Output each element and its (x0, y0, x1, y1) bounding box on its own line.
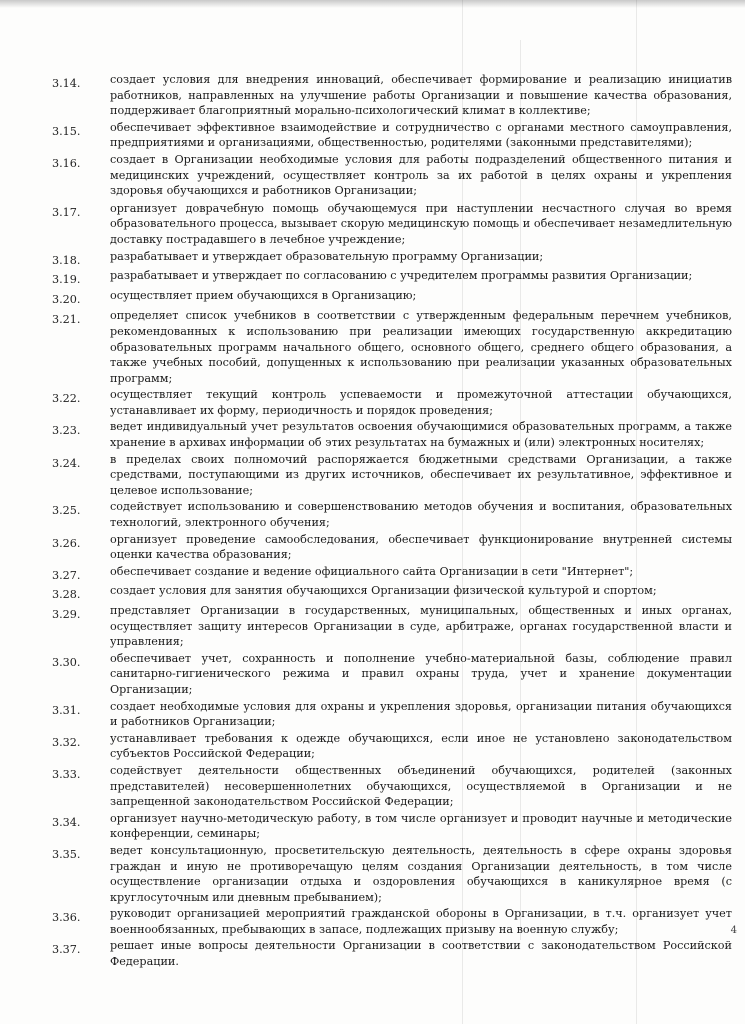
item-number: 3.23. (52, 424, 81, 438)
list-item (52, 419, 732, 450)
item-text: в пределах своих полномочий распоряжается бюджетными средствами Организации, а также средствами, поступающими из других источников, обеспечивает их результативное, эффективное и целевое использование; (110, 452, 732, 497)
item-number: 3.36. (52, 911, 81, 925)
item-number: 3.30. (52, 655, 81, 669)
item-number: 3.28. (52, 588, 81, 602)
item-number: 3.26. (52, 536, 81, 550)
list-item (52, 699, 732, 730)
item-text: руководит организацией мероприятий гражданской обороны в Организации, в т.ч. организует учет военнообязанных, пребывающих в запасе, подлежащих призыву на военную службу; (110, 907, 732, 936)
scan-top-edge (0, 0, 745, 8)
item-number: 3.22. (52, 392, 81, 406)
item-number: 3.27. (52, 568, 81, 582)
item-text: осуществляет текущий контроль успеваемости и промежуточной аттестации обучающихся, устанавливает их форму, периодичность и порядок проведения; (110, 388, 732, 417)
item-text: создает условия для внедрения инноваций, обеспечивает формирование и реализацию инициатив работников, направленных на улучшение работы Организации и повышение качества образования, поддерживает благоприятный морально-психологический климат в коллективе; (110, 73, 732, 118)
item-text: разрабатывает и утверждает образовательную программу Организации; (110, 249, 544, 263)
list-item (52, 564, 732, 584)
page-number: 4 (730, 925, 737, 936)
item-number: 3.25. (52, 504, 81, 518)
item-text: содействует использованию и совершенствованию методов обучения и воспитания, образовательных технологий, электронного обучения; (110, 500, 732, 530)
list-item (52, 387, 732, 418)
item-text: разрабатывает и утверждает по согласованию с учредителем программы развития Организации; (110, 269, 693, 283)
item-text: обеспечивает эффективное взаимодействие и сотрудничество с органами местного самоуправления, предприятиями и организациями, общественностью, родителями (законными представителями); (110, 120, 732, 150)
item-text: решает иные вопросы деятельности Организации в соответствии с законодательством Российской Федерации. (110, 939, 732, 969)
list-item (52, 906, 732, 937)
item-text: определяет список учебников в соответствии с утвержденным федеральным перечнем учебников, рекомендованных к использованию при реализации имеющих государственную аккредитацию образовательных программ начального общего, основного общего, среднего общего образования, а также учебных пособий, допущенных к использованию при реализации указанных образовательных программ; (110, 309, 732, 385)
list-item (52, 583, 732, 603)
list-item (52, 731, 732, 762)
document-body (52, 72, 732, 970)
item-number: 3.37. (52, 943, 81, 957)
item-number: 3.16. (52, 156, 81, 170)
list-item (52, 499, 732, 530)
item-number: 3.32. (52, 735, 81, 749)
list-item (52, 249, 732, 269)
item-text: создает в Организации необходимые условия для работы подразделений общественного питания и медицинских учреждений, осуществляет контроль за их работой в целях охраны и укрепления здоровья обучающихся и работников Организации; (110, 152, 732, 198)
list-item (52, 308, 732, 386)
list-item (52, 763, 732, 810)
item-text: создает условия для занятия обучающихся Организации физической культурой и спортом; (110, 584, 657, 598)
item-text: содействует деятельности общественных объединений обучающихся, родителей (законных представителей) несовершеннолетних обучающихся, осуществляемой в Организации и не запрещенной законодательством Российской Федерации; (110, 763, 732, 809)
list-item (52, 288, 732, 308)
list-item (52, 938, 732, 969)
list-item (52, 651, 732, 698)
item-number: 3.31. (52, 703, 81, 717)
item-number: 3.21. (52, 313, 81, 327)
item-number: 3.17. (52, 205, 81, 219)
list-item (52, 532, 732, 563)
list-item (52, 603, 732, 650)
list-item (52, 452, 732, 499)
item-text: организует доврачебную помощь обучающемуся при наступлении несчастного случая во время образовательного процесса, вызывает скорую медицинскую помощь и обеспечивает незамедлительную доставку пострадавшего в лечебное учреждение; (110, 201, 732, 246)
item-number: 3.33. (52, 767, 81, 781)
item-text: ведет консультационную, просветительскую деятельность, деятельность в сфере охраны здоровья граждан и иную не противоречащую целям создания Организации деятельность, в том числе осуществление организации отдыха и оздоровления обучающихся в каникулярное время (с круглосуточным или дневным пребыванием); (110, 843, 732, 904)
item-text: организует проведение самообследования, обеспечивает функционирование внутренней системы оценки качества образования; (110, 532, 732, 562)
list-item (52, 201, 732, 248)
item-text: создает необходимые условия для охраны и укрепления здоровья, организации питания обучающихся и работников Организации; (110, 699, 732, 729)
item-number: 3.34. (52, 815, 81, 829)
item-text: обеспечивает учет, сохранность и пополнение учебно-материальной базы, соблюдение правил санитарно-гигиенического режима и правил охраны труда, учет и хранение документации Организации; (110, 651, 732, 696)
item-number: 3.18. (52, 253, 81, 267)
item-number: 3.20. (52, 292, 81, 306)
item-number: 3.15. (52, 124, 81, 138)
item-text: организует научно-методическую работу, в том числе организует и проводит научные и методические конференции, семинары; (110, 811, 732, 841)
item-text: ведет индивидуальный учет результатов освоения обучающимися образовательных программ, а также хранение в архивах информации об этих результатах на бумажных и (или) электронных носителях; (110, 420, 732, 450)
item-text: осуществляет прием обучающихся в Организацию; (110, 288, 417, 302)
list-item (52, 268, 732, 288)
list-item (52, 152, 732, 199)
list-item (52, 72, 732, 119)
item-number: 3.14. (52, 77, 81, 90)
item-number: 3.29. (52, 608, 81, 621)
item-text: представляет Организации в государственных, муниципальных, общественных и иных органах, осуществляет защиту интересов Организации в суде, арбитраже, органах государственной власти и управления; (110, 604, 732, 649)
item-number: 3.35. (52, 847, 81, 861)
list-item (52, 120, 732, 151)
list-item (52, 811, 732, 842)
item-number: 3.19. (52, 273, 81, 287)
list-item (52, 843, 732, 905)
item-number: 3.24. (52, 456, 81, 470)
item-text: устанавливает требования к одежде обучающихся, если иное не установлено законодательством субъектов Российской Федерации; (110, 731, 732, 761)
item-text: обеспечивает создание и ведение официального сайта Организации в сети "Интернет"; (110, 564, 634, 578)
